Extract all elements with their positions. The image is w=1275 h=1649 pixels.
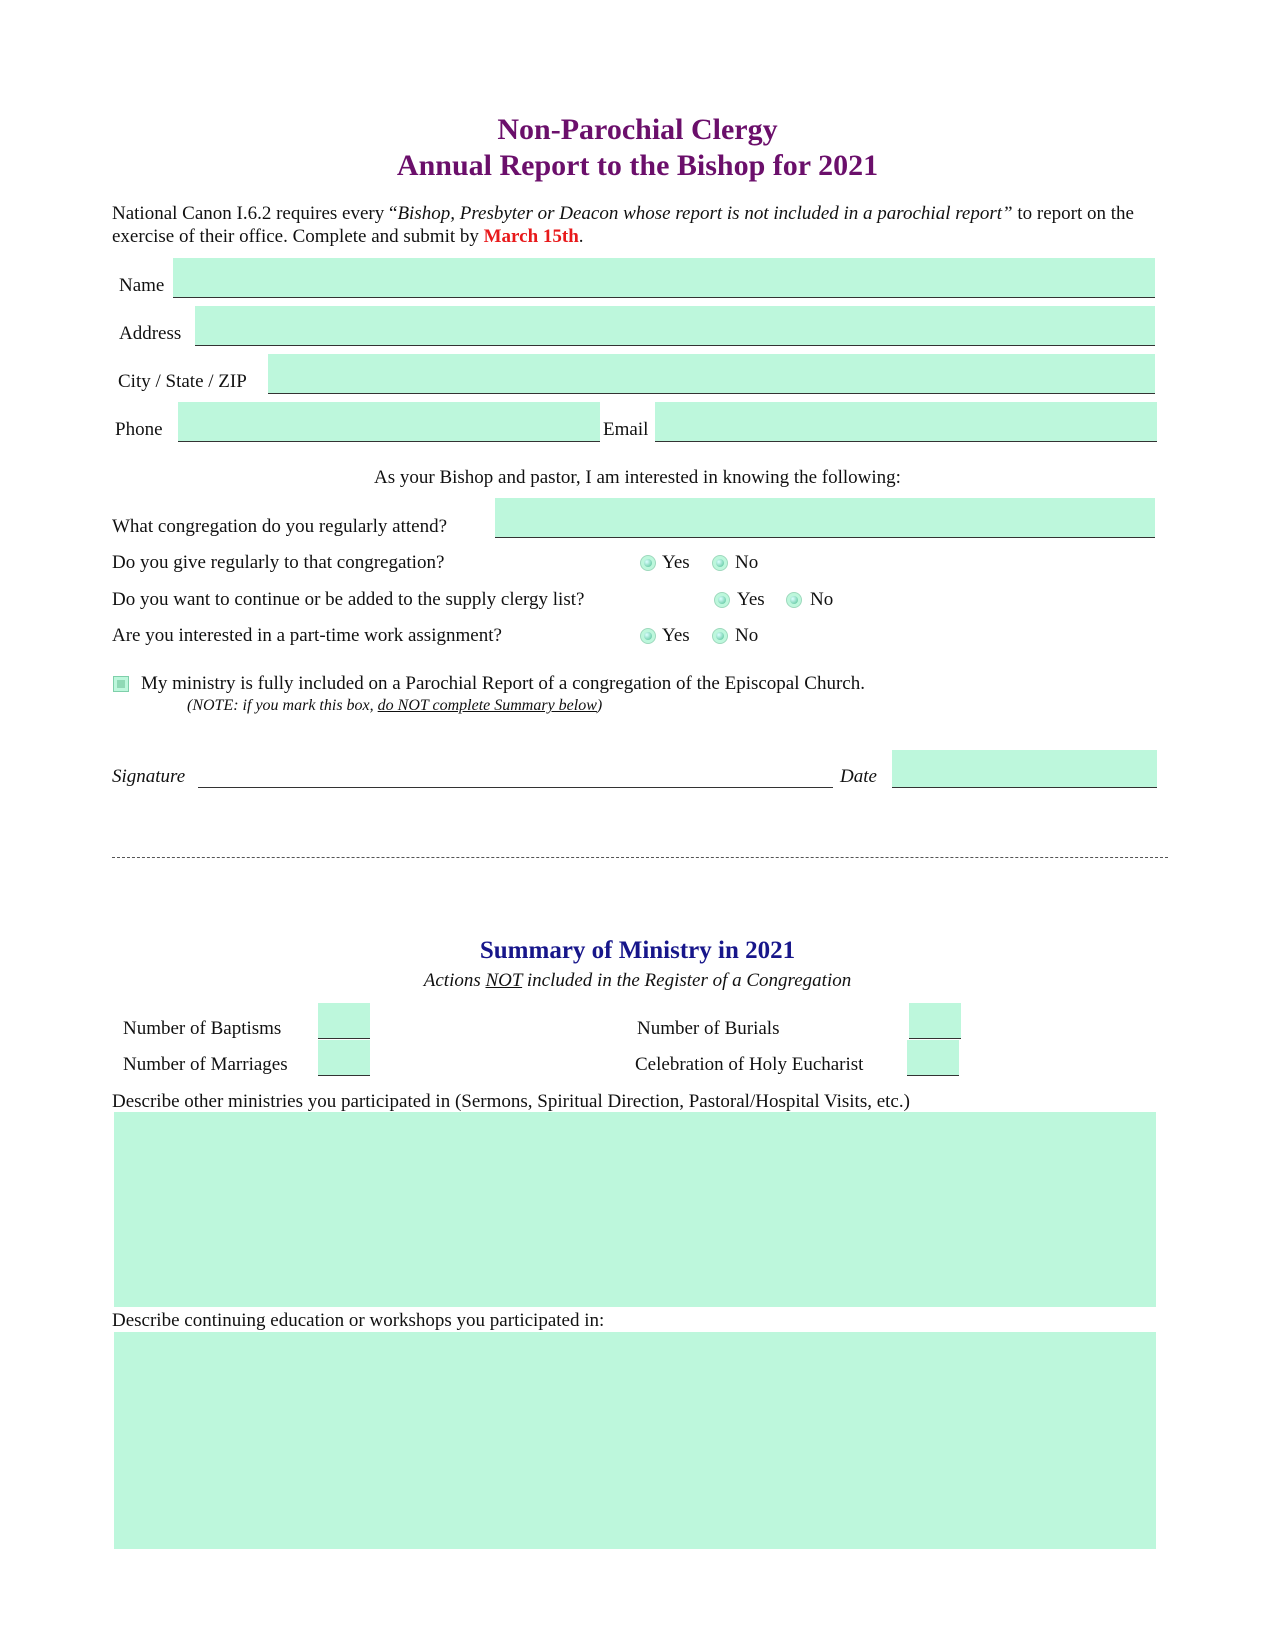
- parttime-no-radio[interactable]: [712, 628, 728, 644]
- note-prefix: (NOTE: if you mark this box,: [187, 697, 378, 714]
- congregation-label: What congregation do you regularly attend?: [112, 516, 448, 537]
- note-underlined: do NOT complete Summary below: [377, 697, 597, 714]
- eucharist-field[interactable]: [907, 1040, 959, 1076]
- intro-suffix: .: [578, 226, 584, 247]
- questions-intro: As your Bishop and pastor, I am interested in knowing the following:: [374, 467, 901, 488]
- supply-question: Do you want to continue or be added to the supply clergy list?: [112, 589, 585, 610]
- burials-field[interactable]: [909, 1003, 961, 1039]
- title-line-1: Non-Parochial Clergy: [497, 113, 778, 146]
- congregation-field[interactable]: [495, 498, 1155, 538]
- supply-no-radio[interactable]: [786, 592, 802, 608]
- ministries-textarea[interactable]: [114, 1112, 1156, 1307]
- signature-label: Signature: [112, 766, 186, 787]
- education-textarea[interactable]: [114, 1332, 1156, 1549]
- separator-dashed: [112, 857, 1168, 858]
- baptisms-field[interactable]: [318, 1003, 370, 1039]
- summary-subtitle: [0, 970, 1275, 992]
- address-field[interactable]: [195, 306, 1155, 346]
- note-suffix: ): [596, 697, 603, 714]
- ministries-label: Describe other ministries you participated in (Sermons, Spiritual Direction, Pastoral/Hospital Visits, etc.): [112, 1091, 910, 1112]
- summary-subtitle-prefix: Actions: [423, 970, 486, 991]
- parttime-yes-label: Yes: [662, 625, 690, 646]
- email-label: Email: [603, 419, 649, 440]
- date-field[interactable]: [892, 750, 1157, 788]
- marriages-label: Number of Marriages: [123, 1054, 288, 1075]
- eucharist-label: Celebration of Holy Eucharist: [635, 1054, 864, 1075]
- intro-prefix: National Canon I.6.2 requires every “: [112, 203, 398, 224]
- intro-middle: to report on the exercise of their office. Complete and submit by: [112, 203, 1134, 247]
- parochial-checkbox[interactable]: [113, 676, 129, 692]
- baptisms-label: Number of Baptisms: [123, 1018, 282, 1039]
- give-yes-radio[interactable]: [640, 555, 656, 571]
- parttime-question: Are you interested in a part-time work assignment?: [112, 625, 502, 646]
- name-field[interactable]: [173, 258, 1155, 298]
- education-label: Describe continuing education or workshops you participated in:: [112, 1310, 605, 1331]
- phone-field[interactable]: [178, 402, 600, 442]
- parttime-no-label: No: [735, 625, 759, 646]
- address-label: Address: [119, 323, 182, 344]
- city-state-zip-field[interactable]: [268, 354, 1155, 394]
- title-line-2: Annual Report to the Bishop for 2021: [396, 149, 879, 182]
- give-question: Do you give regularly to that congregation?: [112, 552, 445, 573]
- name-label: Name: [119, 275, 165, 296]
- parochial-note: [187, 697, 602, 715]
- give-yes-label: Yes: [662, 552, 690, 573]
- deadline: March 15th: [483, 226, 579, 247]
- parochial-checkbox-label: My ministry is fully included on a Parochial Report of a congregation of the Episcopal Church.: [141, 673, 865, 694]
- summary-subtitle-not: NOT: [485, 970, 523, 991]
- intro-paragraph: [112, 202, 1172, 248]
- summary-title: Summary of Ministry in 2021: [479, 937, 796, 964]
- parttime-yes-radio[interactable]: [640, 628, 656, 644]
- give-no-label: No: [735, 552, 759, 573]
- signature-line[interactable]: [198, 787, 833, 788]
- marriages-field[interactable]: [318, 1040, 370, 1076]
- supply-yes-radio[interactable]: [714, 592, 730, 608]
- phone-label: Phone: [115, 419, 163, 440]
- date-label: Date: [840, 766, 877, 787]
- supply-yes-label: Yes: [737, 589, 765, 610]
- summary-subtitle-suffix: included in the Register of a Congregation: [522, 970, 852, 991]
- intro-quote: Bishop, Presbyter or Deacon whose report is not included in a parochial report”: [397, 203, 1013, 224]
- give-no-radio[interactable]: [712, 555, 728, 571]
- burials-label: Number of Burials: [637, 1018, 780, 1039]
- email-field[interactable]: [655, 402, 1157, 442]
- city-state-zip-label: City / State / ZIP: [118, 371, 247, 392]
- supply-no-label: No: [810, 589, 834, 610]
